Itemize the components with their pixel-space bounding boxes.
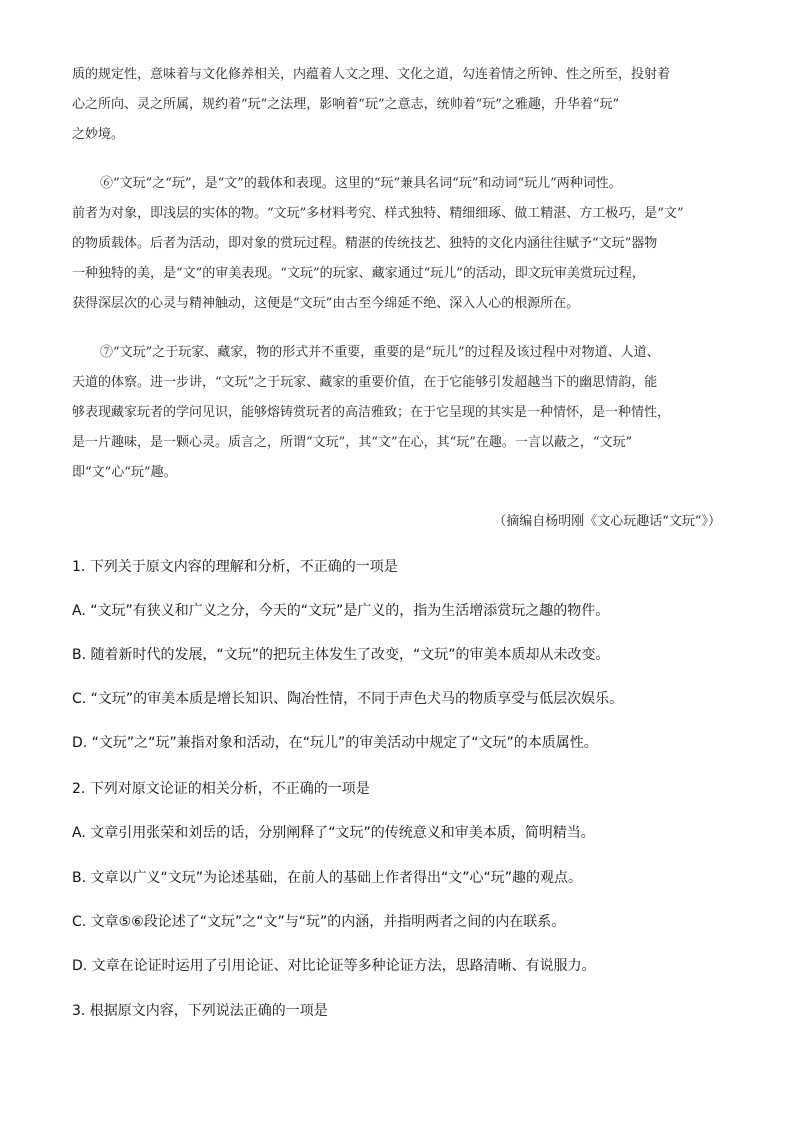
passage-line: 一种独特的美，是“文”的审美表现。“文玩”的玩家、藏家通过“玩儿”的活动，即文玩审美赏玩过程， [72,266,645,281]
question-2-stem: 2. 下列对原文论证的相关分析，不正确的一项是 [72,781,370,797]
passage-line: ⑦“文玩”之于玩家、藏家，物的形式并不重要，重要的是“玩儿”的过程及该过程中对物道、人道、 [100,345,660,360]
passage-line: 是一片趣味，是一颗心灵。质言之，所谓“文玩”，其“文”在心，其“玩”在趣。一言以蔽之，“文玩” [72,435,633,450]
passage-line: 获得深层次的心灵与精神触动，这便是“文玩”由古至今绵延不绝、深入人心的根源所在。 [72,296,580,311]
question-1-stem: 1. 下列关于原文内容的理解和分析，不正确的一项是 [72,559,398,575]
question-2-option-b: B. 文章以广义“文玩”为论述基础，在前人的基础上作者得出“文”心“玩”趣的观点。 [72,870,583,886]
question-1-option-a: A. “文玩”有狭义和广义之分，今天的“文玩”是广义的，指为生活增添赏玩之趣的物件。 [72,603,610,619]
passage-para-continued [72,60,732,150]
passage-para-7 [72,338,732,488]
passage-source: （摘编自杨明刚《文心玩趣话“文玩”》） [493,514,721,529]
passage-line: 质的规定性，意味着与文化修养相关，内蕴着人文之理、文化之道，勾连着情之所钟、性之所至，投射着 [72,67,671,82]
passage-line: 够表现藏家玩者的学问见识，能够熔铸赏玩者的高洁雅致；在于它呈现的其实是一种情怀，是一种情性， [72,405,671,420]
passage-para-6 [72,169,732,319]
question-1-option-b: B. 随着新时代的发展，“文玩”的把玩主体发生了改变，“文玩”的审美本质却从未改变。 [72,647,610,663]
question-1-option-c: C. “文玩”的审美本质是增长知识、陶冶性情，不同于声色犬马的物质享受与低层次娱乐。 [72,691,624,707]
question-3-stem: 3. 根据原文内容，下列说法正确的一项是 [72,1003,328,1019]
passage-line: 前者为对象，即浅层的实体的物。“文玩”多材料考究、样式独特、精细细琢、做工精湛、方工极巧，是“文” [72,206,684,221]
passage-line: 之妙境。 [72,127,125,142]
passage-line: 心之所向、灵之所属，规约着“玩”之法理，影响着“玩”之意志，统帅着“玩”之雅趣，升华着“玩” [72,97,620,112]
passage-line: ⑥“文玩”之“玩”，是“文”的载体和表现。这里的“玩”兼具名词“玩”和动词“玩儿”两种词性。 [100,176,622,191]
passage-line: 的物质载体。后者为活动，即对象的赏玩过程。精湛的传统技艺、独特的文化内涵往往赋予“文玩”器物 [72,236,658,251]
question-2-option-a: A. 文章引用张荣和刘岳的话，分别阐释了“文玩”的传统意义和审美本质，简明精当。 [72,825,595,841]
passage-line: 天道的体察。进一步讲，“文玩”之于玩家、藏家的重要价值，在于它能够引发超越当下的幽思情韵，能 [72,375,658,390]
question-2-option-c: C. 文章⑤⑥段论述了“文玩”之“文”与“玩”的内涵，并指明两者之间的内在联系。 [72,914,566,930]
question-1-option-d: D. “文玩”之“玩”兼指对象和活动，在“玩儿”的审美活动中规定了“文玩”的本质属性。 [72,735,598,751]
passage-line: 即“文”心“玩”趣。 [72,465,177,480]
question-2-option-d: D. 文章在论证时运用了引用论证、对比论证等多种论证方法，思路清晰、有说服力。 [72,958,596,974]
